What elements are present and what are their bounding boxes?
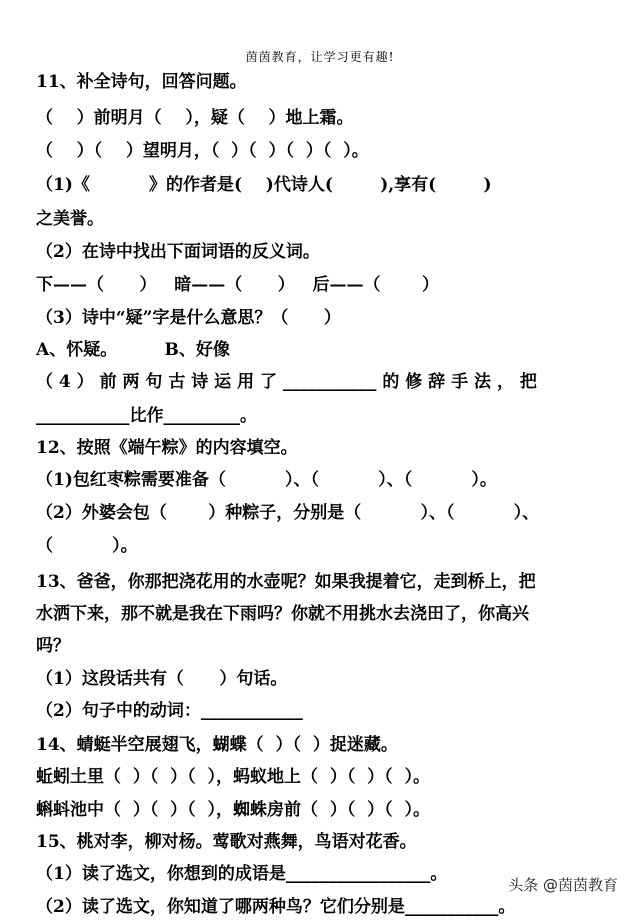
worksheet-line: （ ）前明月（ ），疑（ ）地上霜。 bbox=[36, 108, 354, 128]
worksheet-line: 15、桃对李，柳对杨。莺歌对燕舞，鸟语对花香。 bbox=[36, 832, 417, 852]
worksheet-line: （2）句子中的动词：____________ bbox=[36, 701, 303, 721]
worksheet-line: （1)《 》的作者是( )代诗人( ),享有( ) bbox=[36, 175, 492, 195]
watermark: 头条 @茵茵教育 bbox=[508, 876, 618, 894]
worksheet-line: （ ）（ ）望明月，（ ）（ ）（ ）（ ）。 bbox=[36, 141, 369, 161]
worksheet-line: （1)包红枣粽需要准备（ ）、（ ）、（ ）。 bbox=[36, 470, 497, 490]
worksheet-line: （ 4 ） 前 两 句 古 诗 运 用 了 ___________ 的 修 辞 手 法 ， 把 bbox=[36, 372, 537, 392]
worksheet-line: 蝌蚪池中（ ）（ ）（ ），蜘蛛房前（ ）（ ）（ ）。 bbox=[36, 800, 431, 820]
worksheet-line: 吗？ bbox=[36, 636, 70, 656]
page-header: 茵茵教育，让学习更有趣! bbox=[245, 50, 395, 64]
worksheet-line: 11、补全诗句，回答问题。 bbox=[36, 72, 247, 92]
worksheet-line: （2）外婆会包（ ）种粽子，分别是（ ）、（ ）、 bbox=[36, 503, 540, 523]
worksheet-line: 13、爸爸，你那把浇花用的水壶呢？如果我提着它，走到桥上，把 bbox=[36, 572, 536, 592]
worksheet-line: （ ）。 bbox=[36, 536, 138, 556]
worksheet-line: （2）读了选文，你知道了哪两种鸟？它们分别是___________。 bbox=[36, 897, 516, 917]
worksheet-line: 水洒下来，那不就是我在下雨吗？你就不用挑水去浇田了，你高兴 bbox=[36, 604, 529, 624]
worksheet-line: 之美誉。 bbox=[36, 209, 104, 229]
worksheet-line: （2）在诗中找出下面词语的反义词。 bbox=[36, 242, 320, 262]
worksheet-line: （3）诗中“疑”字是什么意思？（ ） bbox=[36, 308, 341, 328]
worksheet-line: （1）这段话共有（ ）句话。 bbox=[36, 669, 288, 689]
worksheet-line: 下——（ ） 暗——（ ） 后——（ ） bbox=[36, 275, 439, 295]
worksheet-line: 12、按照《端午粽》的内容填空。 bbox=[36, 438, 298, 458]
worksheet-line: 14、蜻蜓半空展翅飞，蝴蝶（ ）（ ）捉迷藏。 bbox=[36, 735, 398, 755]
worksheet-line: ___________比作_________。 bbox=[36, 406, 257, 426]
worksheet-line: 蚯蚓土里（ ）（ ）（ ），蚂蚁地上（ ）（ ）（ ）。 bbox=[36, 767, 431, 787]
worksheet-line: （1）读了选文，你想到的成语是_________________。 bbox=[36, 864, 448, 884]
worksheet-line: A、怀疑。 B、好像 bbox=[36, 340, 230, 360]
